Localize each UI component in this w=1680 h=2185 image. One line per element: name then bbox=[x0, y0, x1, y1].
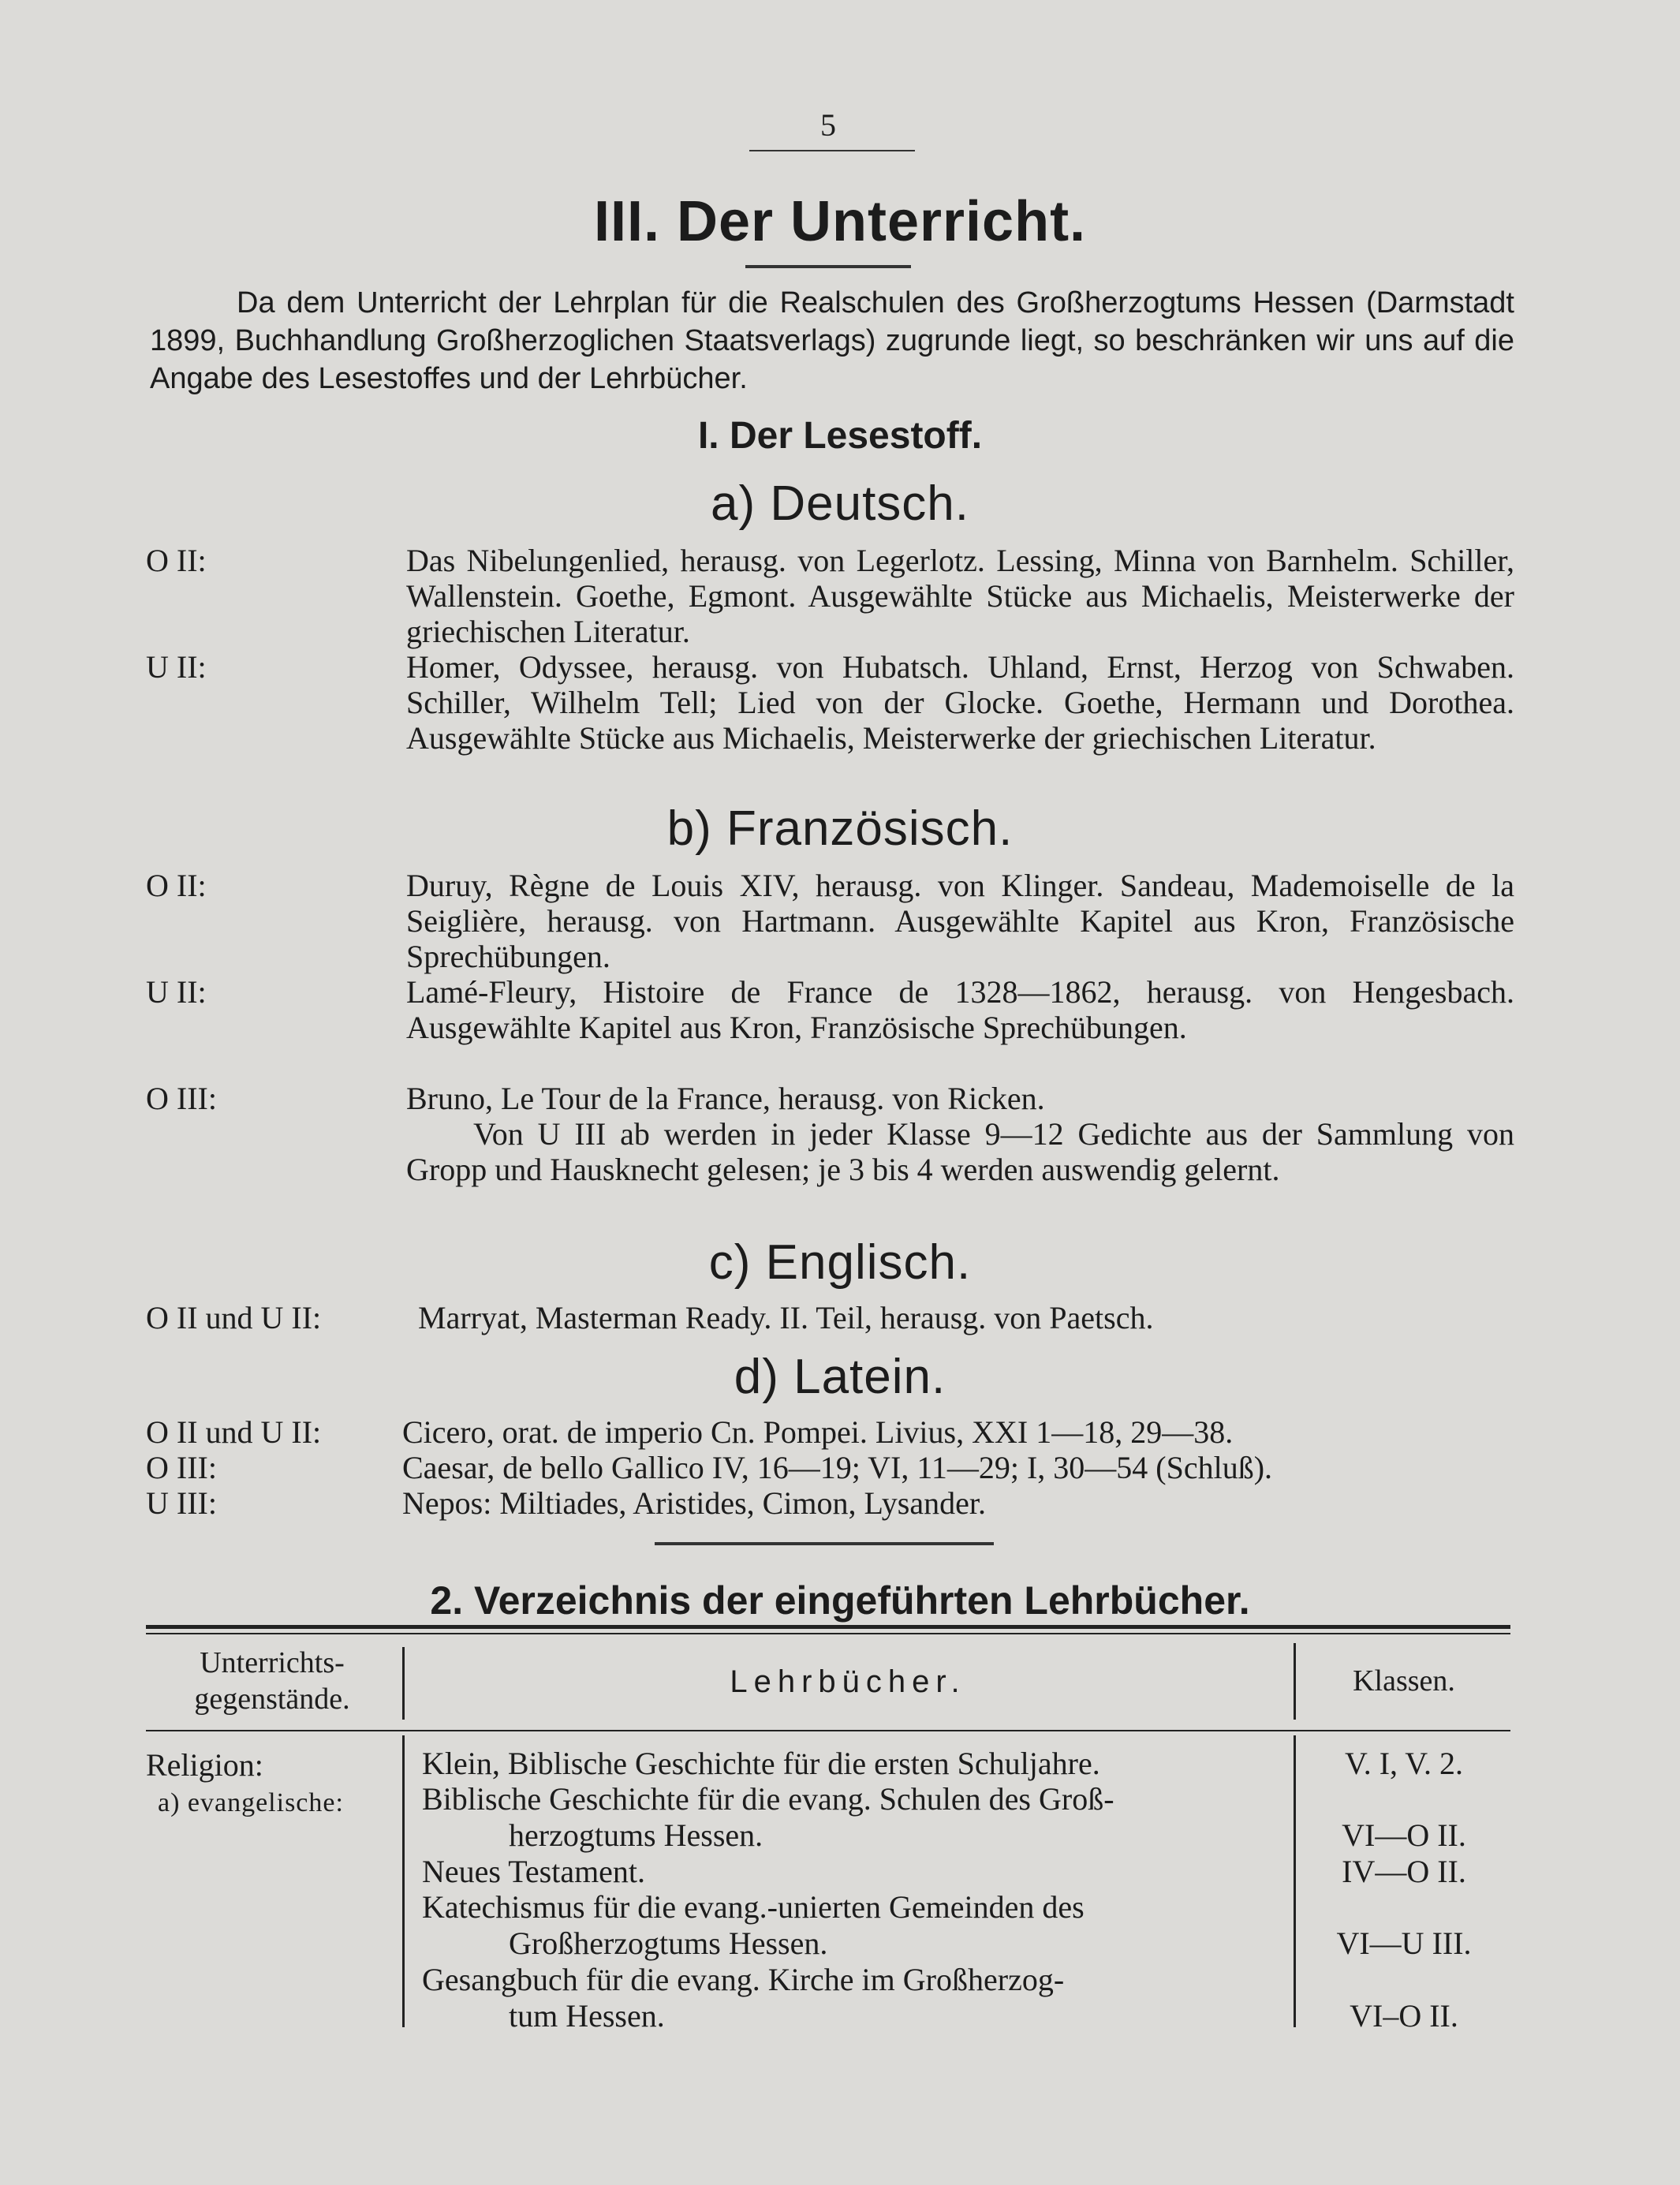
header-subjects-line1: Unterrichts- bbox=[200, 1646, 345, 1679]
book-classes: IV—O II. bbox=[1342, 1854, 1466, 1889]
book-classes: VI–O II. bbox=[1350, 1998, 1458, 2034]
entry-label: U II: bbox=[146, 974, 207, 1010]
entry-label: O II: bbox=[146, 868, 207, 903]
book-title: Neues Testament. bbox=[422, 1854, 646, 1889]
entry-text: Marryat, Masterman Ready. II. Teil, herausg. von Paetsch. bbox=[418, 1300, 1154, 1335]
chapter-rule bbox=[745, 265, 911, 268]
page-number: 5 bbox=[820, 107, 836, 143]
entry-label: O III: bbox=[146, 1081, 217, 1116]
book-classes: VI—U III. bbox=[1336, 1925, 1472, 1961]
entry-text: Lamé-Fleury, Histoire de France de 1328—1862, herausg. von Hengesbach. Ausgewählte Kapitel aus Kron, Französische Sprechübungen. bbox=[406, 974, 1514, 1045]
section-title-lesestoff: I. Der Lesestoff. bbox=[697, 415, 983, 457]
entry-text: Cicero, orat. de imperio Cn. Pompei. Livius, XXI 1—18, 29—38. bbox=[402, 1414, 1234, 1450]
table-top-rule-thin bbox=[146, 1633, 1510, 1634]
entry-text: Duruy, Règne de Louis XIV, herausg. von Klinger. Sandeau, Mademoiselle de la Seiglière, herausg. von Hartmann. Ausgewählte Kapitel aus Kron, Französische Sprechübungen. bbox=[406, 868, 1514, 974]
section-divider bbox=[655, 1542, 994, 1545]
entry-text: Caesar, de bello Gallico IV, 16—19; VI, 11—29; I, 30—54 (Schluß). bbox=[402, 1450, 1273, 1485]
book-title: Katechismus für die evang.-unierten Gemeinden des bbox=[422, 1889, 1085, 1925]
subject-evangelisch: a) evangelische: bbox=[158, 1788, 344, 1817]
header-classes: Klassen. bbox=[1353, 1664, 1455, 1698]
subtitle-englisch: c) Englisch. bbox=[708, 1235, 972, 1290]
table-top-rule bbox=[146, 1625, 1510, 1629]
book-title-cont: Großherzogtums Hessen. bbox=[509, 1925, 828, 1961]
book-title-cont: tum Hessen. bbox=[509, 1998, 665, 2034]
entry-text: Das Nibelungenlied, herausg. von Legerlotz. Lessing, Minna von Barnhelm. Schiller, Wallenstein. Goethe, Egmont. Ausgewählte Stücke aus Michaelis, Meisterwerke der griechischen Literatur. bbox=[406, 543, 1514, 649]
entry-label: U II: bbox=[146, 649, 207, 685]
book-classes: V. I, V. 2. bbox=[1344, 1746, 1464, 1781]
entry-label: O II: bbox=[146, 543, 207, 578]
book-row bbox=[422, 1962, 1278, 2034]
subtitle-deutsch: a) Deutsch. bbox=[710, 476, 970, 531]
page-number-rule bbox=[749, 150, 915, 151]
table-header-rule bbox=[146, 1730, 1510, 1731]
entry-text: Homer, Odyssee, herausg. von Hubatsch. Uhland, Ernst, Herzog von Schwaben. Schiller, Wilhelm Tell; Lied von der Glocke. Goethe, Hermann und Dorothea. Ausgewählte Stücke aus Michaelis, Meisterwerke der griechischen Literatur. bbox=[406, 649, 1514, 756]
intro-paragraph: Da dem Unterricht der Lehrplan für die Realschulen des Großherzogtums Hessen (Darmstadt 1899, Buchhandlung Großherzoglichen Staatsverlags) zugrunde liegt, so beschränken wir uns auf die Angabe des Lesestoffes und der Lehrbücher. bbox=[150, 286, 1514, 395]
book-title: Biblische Geschichte für die evang. Schulen des Groß- bbox=[422, 1781, 1114, 1817]
header-subjects-line2: gegenstände. bbox=[194, 1683, 350, 1716]
book-row bbox=[422, 1854, 1278, 1890]
header-subjects bbox=[146, 1645, 398, 1717]
table-col-divider bbox=[1294, 1735, 1296, 2027]
book-title: Gesangbuch für die evang. Kirche im Großherzog- bbox=[422, 1962, 1065, 1997]
chapter-title: III. Der Unterricht. bbox=[593, 190, 1087, 253]
book-row bbox=[422, 1889, 1278, 1962]
entry-text: Bruno, Le Tour de la France, herausg. von Ricken. bbox=[406, 1081, 1045, 1116]
franzoesisch-note: Von U III ab werden in jeder Klasse 9—12 Gedichte aus der Sammlung von Gropp und Hausknecht gelesen; je 3 bis 4 werden auswendig gelernt. bbox=[406, 1116, 1514, 1187]
subtitle-franzoesisch: b) Französisch. bbox=[666, 801, 1014, 856]
book-title-cont: herzogtums Hessen. bbox=[509, 1817, 763, 1853]
entry-text: Nepos: Miltiades, Aristides, Cimon, Lysander. bbox=[402, 1485, 986, 1521]
table-col-divider bbox=[402, 1735, 405, 2027]
entry-label: O II und U II: bbox=[146, 1300, 322, 1335]
entry-label: U III: bbox=[146, 1485, 217, 1521]
subtitle-latein: d) Latein. bbox=[734, 1350, 946, 1404]
book-title: Klein, Biblische Geschichte für die ersten Schuljahre. bbox=[422, 1746, 1100, 1781]
entry-label: O II und U II: bbox=[146, 1414, 322, 1450]
table-title: 2. Verzeichnis der eingeführten Lehrbücher. bbox=[430, 1578, 1250, 1623]
table-col-divider bbox=[1294, 1643, 1296, 1720]
subject-religion: Religion: bbox=[146, 1747, 263, 1783]
header-books: Lehrbücher. bbox=[730, 1664, 966, 1699]
book-classes: VI—O II. bbox=[1342, 1817, 1466, 1853]
book-row bbox=[422, 1746, 1278, 1782]
entry-label: O III: bbox=[146, 1450, 217, 1485]
book-row bbox=[422, 1781, 1278, 1854]
